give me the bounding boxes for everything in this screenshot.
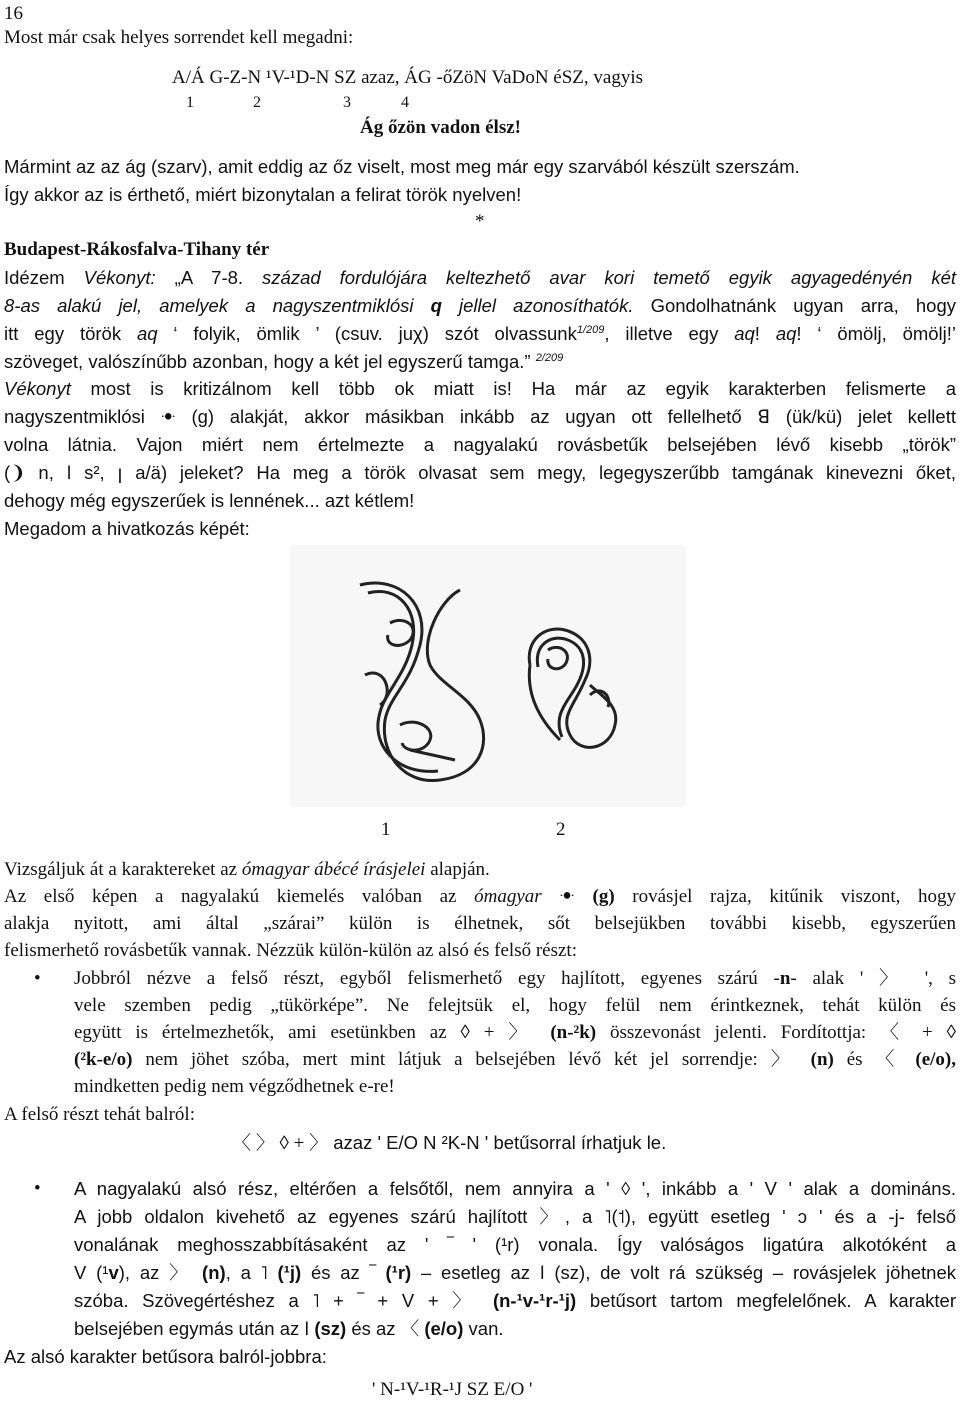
index-3: 3 (343, 94, 351, 111)
g-rune-icon: ꔹ (160, 406, 176, 427)
sz-rune-icon: ǀ (539, 1262, 545, 1283)
bullet-line: szóba. Szövegértéshez a ˥ + ‾ + V + 〉 (n-¹v-¹r-¹j) betűsort tartom megfelelőnek. A karakter (74, 1290, 956, 1311)
bullet-line: V (¹v), az 〉 (n), a ˥ (¹j) és az ‾ (¹r) – esetleg az ǀ (sz), de volt rá szükség – rovásjelek jöhetnek (74, 1262, 956, 1283)
uk-rune-icon: ꓭ (757, 406, 771, 427)
paragraph-line: Vékonyt most is kritizálnom kell több ok miatt is! Ha már az egyik karakterben felismerte a (4, 378, 957, 399)
paragraph-line: Vizsgáljuk át a karaktereket az ómagyar ábécé írásjelei alapján. (4, 859, 490, 880)
bullet-line: A nagyalakú alsó rész, eltérően a felsőtől, nem annyira a ' ◊ ', inkább a ' V ' alak a domináns. (74, 1178, 956, 1199)
index-2: 2 (253, 94, 261, 111)
bullet-icon: • (34, 1178, 41, 1199)
separator-star: * (475, 211, 485, 232)
page-number: 16 (4, 3, 23, 24)
n-rune-icon: 〉 (878, 968, 909, 989)
v-rune-icon: V (74, 1262, 87, 1283)
rune-transcription: 〈 〉 ◊ + 〉 azaz ' E/O N ²K-N ' betűsorral írhatjuk le. (232, 1132, 667, 1154)
index-4: 4 (401, 94, 409, 111)
paragraph-line: volna látnia. Vajon miért nem értelmezte a nagyalakú rovásbetűk belsejében lévő kisebb „török” (4, 434, 956, 455)
bullet-line: Jobbról nézve a felső részt, egyből felismerhető egy hajlított, egyenes szárú -n- alak ' 〉 ', s (74, 968, 956, 989)
paragraph-line: Mármint az az ág (szarv), amit eddig az őz viselt, most meg már egy szarvából készült szerszám. (4, 156, 800, 177)
section-heading: Budapest-Rákosfalva-Tihany tér (4, 239, 270, 260)
quote-line: Idézem Vékonyt: „A 7-8. század fordulójára keltezhető avar kori temető egyik agyagedényén két (4, 267, 956, 288)
j-rune-icon: ˥ (604, 1206, 612, 1227)
paragraph-line: nagyszentmiklósi ꔹ (g) alakját, akkor másikban inkább az ugyan ott fellelhető ꓭ (ük/kü) jelet kellett (4, 406, 956, 427)
quote-line: szöveget, valószínűbb azonban, hogy a két jel egyszerű tamga.” $^{2/209}$ (4, 351, 564, 372)
quote-line: 8-as alakú jel, amelyek a nagyszentmiklósi q jellel azonosíthatók. Gondolhatnánk ugyan arra, hogy (4, 295, 956, 316)
bullet-line: mindketten pedig nem végződhetnek e-re! (74, 1076, 395, 1097)
index-1: 1 (186, 94, 194, 111)
n-rune-icon: 〉 (770, 1049, 798, 1070)
rune-sequence: 〈 + ◊ (880, 1022, 956, 1043)
reference-figure (290, 545, 686, 807)
n-rune-icon: 〉 (539, 1206, 565, 1227)
hook-rune-icon: ɔ (797, 1206, 807, 1227)
rune-sequence: 〈 〉 ◊ + 〉 (232, 1133, 329, 1154)
paragraph-line: Így akkor az is érthető, miért bizonytalan a felirat török nyelven! (4, 184, 522, 205)
figure-label-1: 1 (381, 819, 391, 840)
j-rune-icon: ˥ (260, 1262, 268, 1283)
paragraph-line: alakja nyitott, ami által „szárai” külön is élhetnek, sőt belsejükben további kisebb, egyszerűen (4, 913, 956, 934)
eo-rune-icon: 〈 (400, 1318, 420, 1339)
bullet-line: A jobb oldalon kivehető az egyenes szárú hajlított 〉, a ˥(˦), együtt esetleg ' ɔ ' és a -j- felső (74, 1206, 956, 1227)
r-rune-icon: ‾ (369, 1262, 376, 1283)
bullet-line: vonalának meghosszabbításaként az ' ‾ ' (¹r) vonala. Így valóságos ligatúra alkotóként a (74, 1234, 957, 1255)
paragraph-line: A felső részt tehát balról: (4, 1104, 195, 1125)
bullet-line: vele szemben pedig „tükörképe”. Ne felejtsük el, hogy felül nem érintkeznek, tehát külön és (74, 995, 956, 1016)
eo-rune-icon: 〈 (875, 1049, 903, 1070)
bullet-line: (²k-e/o) nem jöhet szóba, mert mint látjuk a belsejében lévő két jel sorrendje: 〉 (n) és 〈 (e/o), (74, 1049, 956, 1070)
rune-sequence: ◊ + 〉 (460, 1022, 537, 1043)
paragraph-line: (❩ n, ǀ s², ꞁ a/ä) jeleket? Ha meg a török olvasat sem megy, legegyszerűbb tamgának kinevezni őket, (4, 462, 956, 483)
rune-sequence: ˥ + ‾ + V + 〉 (312, 1290, 480, 1311)
bullet-line: együtt is értelmezhetők, ami esetünkben az ◊ + 〉 (n-²k) összevonást jelenti. Fordítottja: 〈 + ◊ (74, 1022, 956, 1043)
quote-line: itt egy török aq ‘ folyik, ömlik ’ (csuv. juχ) szót olvassunk$^{1/209}$, illetve egy aq! aq! ‘ ömölj, ömölj!’ (4, 323, 957, 344)
a-rune-icon: ꞁ (117, 462, 123, 483)
bullet-icon: • (34, 968, 41, 989)
j-open-rune-icon: ˦ (617, 1206, 625, 1227)
figure-label-2: 2 (556, 819, 566, 840)
s2-rune-icon: ǀ (66, 462, 72, 483)
g-rune-icon: ꔹ (559, 886, 575, 907)
paragraph-line: Az alsó karakter betűsora balról-jobbra: (4, 1346, 327, 1367)
v-rune-icon: V (764, 1178, 777, 1199)
sz-rune-icon: ǀ (304, 1318, 310, 1339)
bullet-line: belsejében egymás után az ǀ (sz) és az 〈 (e/o) van. (74, 1318, 504, 1339)
paragraph-line: dehogy még egyszerűek is lennének... azt kétlem! (4, 490, 415, 511)
paragraph-line: felismerhető rovásbetűk vannak. Nézzük külön-külön az alsó és felső részt: (4, 940, 577, 961)
r-rune-icon: ‾ (447, 1234, 454, 1255)
intro-line: Most már csak helyes sorrendet kell megadni: (4, 27, 354, 48)
k2-rune-icon: ◊ (621, 1178, 631, 1199)
paragraph-line: Megadom a hivatkozás képét: (4, 518, 250, 539)
rune-formula: A/Á G-Z-N ¹V-¹D-N SZ azaz, ÁG -őZöN VaDoN éSZ, vagyis (172, 67, 644, 88)
bold-phrase: Ág őzön vadon élsz! (360, 117, 521, 138)
n-rune-icon: 〉 (169, 1262, 193, 1283)
n-rune-icon: ❩ (10, 462, 26, 483)
paragraph-line: Az első képen a nagyalakú kiemelés valóban az ómagyar ꔹ (g) rovásjel rajza, kitűnik viszont, hogy (4, 886, 957, 907)
rune-transcription: ' N-¹V-¹R-¹J SZ E/O ' (372, 1379, 533, 1400)
